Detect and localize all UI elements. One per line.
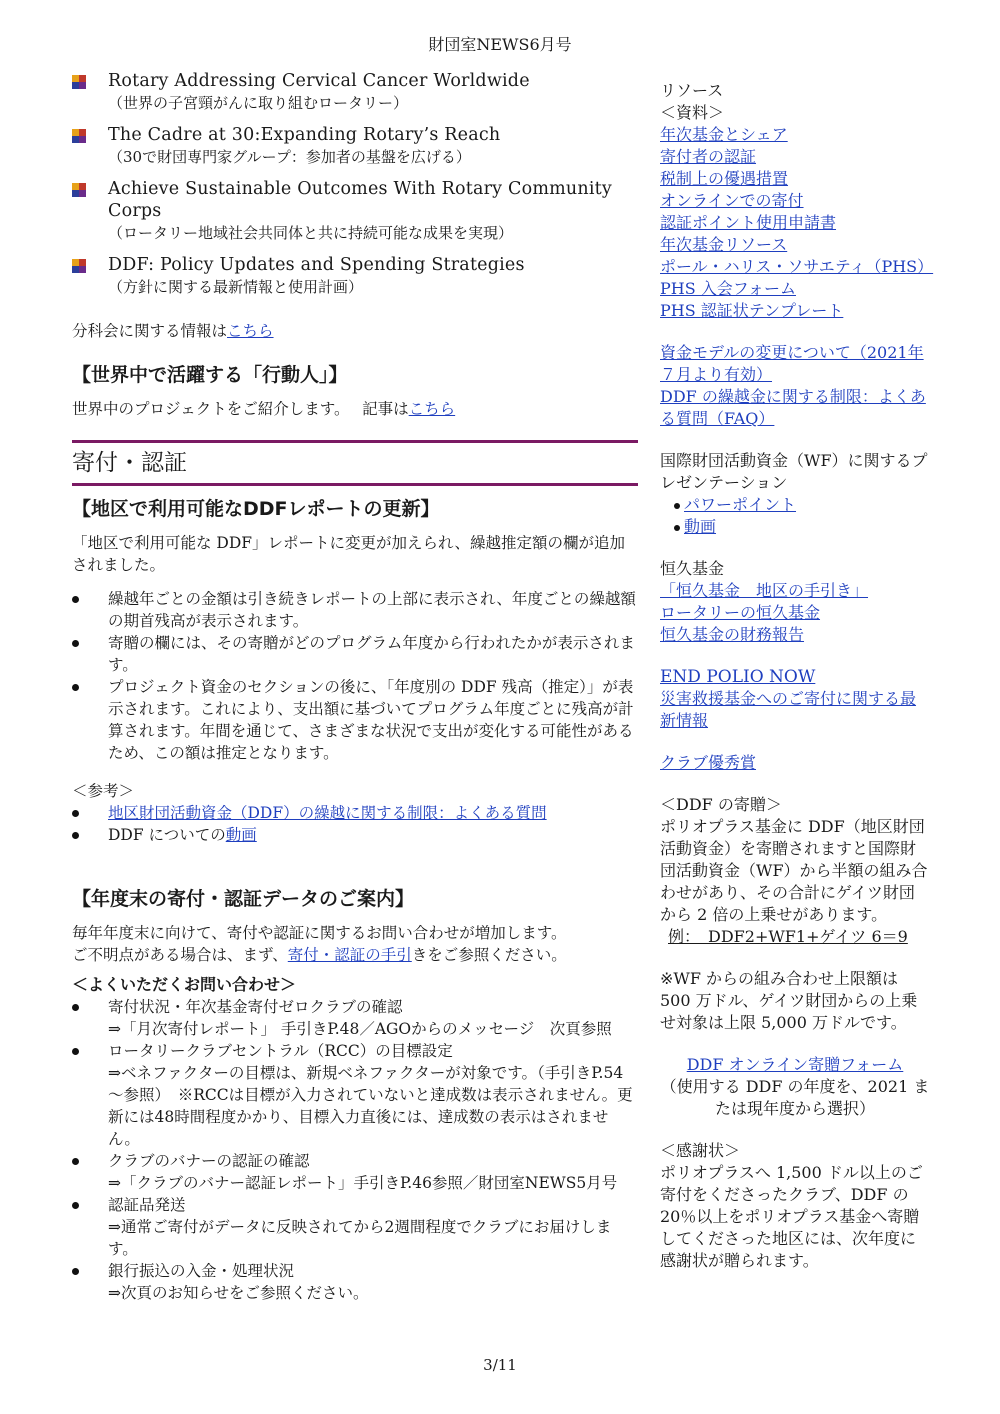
faq-item [72, 1194, 638, 1260]
online-form-note: （使用する DDF の年度を、2021 または現年度から選択） [660, 1077, 930, 1118]
ddf-video-text: DDF についての [108, 826, 226, 844]
resource-link[interactable]: PHS 認証状テンプレート [660, 301, 844, 320]
faq-title: 銀行振込の入金・処理状況 [108, 1262, 295, 1280]
club-award-link[interactable]: クラブ優秀賞 [660, 753, 757, 772]
resource-link[interactable]: 年次基金リソース [660, 235, 788, 254]
ddf-report-bullets [72, 588, 638, 764]
faq-item [72, 1260, 638, 1304]
list-item [674, 516, 930, 538]
faq-title: 認証品発送 [108, 1196, 186, 1214]
online-form-block [660, 1054, 930, 1120]
list-item: プロジェクト資金のセクションの後に、「年度別の DDF 残高（推定）」が表示されます。これにより、支出額に基づいてプログラム年度ごとに残高が計算されます。年間を通じて、さまざまな状況で支出が変化する可能性があるため、この額は推定となります。 [72, 676, 638, 764]
ddf-faq-link[interactable]: DDF の繰越金に関する制限：よくある質問（FAQ） [660, 387, 926, 428]
year-end-intro-post: きをご参照ください。 [411, 946, 567, 964]
session-item [72, 178, 638, 244]
breakout-info [72, 320, 638, 342]
reference-label: ＜参考＞ [72, 782, 135, 800]
reference-list [72, 802, 638, 846]
breakout-link[interactable]: こちら [227, 322, 274, 340]
faq-item [72, 1150, 638, 1194]
year-end-intro-pre: ご不明点がある場合は、まず、 [72, 946, 288, 964]
page-header: 財団室NEWS6月号 [428, 35, 572, 54]
ddf-gift-text: ポリオプラス基金に DDF（地区財団活動資金）を寄贈されますと国際財団活動資金（WF）から半額の組み合わせがあり、その合計にゲイツ財団から 2 倍の上乗せがあります。 [660, 817, 928, 924]
year-end-intro-1: 毎年年度末に向けて、寄付や認証に関するお問い合わせが増加します。 [72, 924, 567, 942]
resource-link[interactable]: オンラインでの寄付 [660, 191, 804, 210]
faq-item [72, 996, 638, 1040]
ddf-gift-example: 例： DDF2+WF1+ゲイツ 6＝9 [668, 927, 908, 946]
session-title-en: The Cadre at 30:Expanding Rotary’s Reach [108, 125, 501, 145]
flag-bullet-icon [72, 129, 86, 143]
list-item: 寄贈の欄には、その寄贈がどのプログラム年度から行われたかが表示されます。 [72, 632, 638, 676]
thanks-text: ポリオプラスへ 1,500 ドル以上のご寄付をくださったクラブ、DDF の20％以上をポリオプラス基金へ寄贈してくださった地区には、次年度に感謝状が贈られます。 [660, 1163, 923, 1270]
wf-text: 国際財団活動資金（WF）に関するプレゼンテーション [660, 451, 928, 492]
faq-detail: ⇒「クラブのバナー認証レポート」手引きP.46参照／財団室NEWS5月号 [108, 1174, 618, 1192]
flag-bullet-icon [72, 75, 86, 89]
resource-link[interactable]: 年次基金とシェア [660, 125, 788, 144]
list-item [72, 802, 638, 824]
endowment-link[interactable]: ロータリーの恒久基金 [660, 603, 821, 622]
flag-bullet-icon [72, 183, 86, 197]
resource-link[interactable]: 認証ポイント使用申請書 [660, 213, 837, 232]
session-title-ja: （ロータリー地域社会共同体と共に持続可能な成果を実現） [108, 224, 514, 242]
sidebar [660, 80, 934, 1292]
polio-block [660, 666, 930, 732]
ddf-video-link[interactable]: 動画 [225, 826, 257, 844]
session-title-en: Achieve Sustainable Outcomes With Rotary Community Corps [108, 179, 612, 221]
session-title-en: DDF: Policy Updates and Spending Strategies [108, 255, 525, 275]
resource-link[interactable]: 寄付者の認証 [660, 147, 757, 166]
resource-link[interactable]: 税制上の優遇措置 [660, 169, 789, 188]
breakout-text: 分科会に関する情報は [72, 322, 228, 340]
session-title-en: Rotary Addressing Cervical Cancer Worldwide [108, 71, 530, 91]
ddf-gift-label: ＜DDF の寄贈＞ [660, 795, 782, 814]
ddf-report-intro: 「地区で利用可能な DDF」レポートに変更が加えられ、繰越推定額の欄が追加されました。 [72, 534, 625, 574]
session-item [72, 70, 638, 114]
session-list [72, 70, 638, 298]
section-title: 寄付・認証 [72, 440, 638, 486]
faq-list [72, 996, 638, 1304]
main-column [72, 70, 638, 1304]
faq-detail: ⇒通常ご寄付がデータに反映されてから2週間程度でクラブにお届けします。 [108, 1218, 612, 1258]
actors-link[interactable]: こちら [408, 400, 456, 418]
funding-model-link[interactable]: 資金モデルの変更について（2021年７月より有効） [660, 343, 924, 384]
list-item [674, 494, 930, 516]
list-item: 繰越年ごとの金額は引き続きレポートの上部に表示され、年度ごとの繰越額の期首残高が表示されます。 [72, 588, 638, 632]
faq-detail: ⇒ベネファクターの目標は、新規ベネファクターが対象です。（手引きP.54～参照） ※RCCは目標が入力されていないと達成数は表示されません。更新には48時間程度かかり、目標入力直後には、達成数の表示はされません。 [108, 1064, 633, 1148]
faq-detail: ⇒「月次寄付レポート」 手引きP.48／AGOからのメッセージ 次頁参照 [108, 1020, 612, 1038]
materials-label: ＜資料＞ [660, 103, 725, 122]
year-end-heading: 【年度末の寄付・認証データのご案内】 [72, 888, 415, 910]
ddf-online-form-link[interactable]: DDF オンライン寄贈フォーム [686, 1055, 904, 1074]
resources-block [660, 80, 934, 322]
ddf-gift-block [660, 794, 930, 948]
faq-title: 寄付状況・年次基金寄付ゼロクラブの確認 [108, 998, 403, 1016]
session-item [72, 254, 638, 298]
wf-block [660, 450, 930, 538]
actors-intro [72, 398, 638, 420]
ddf-gift-note: ※WF からの組み合わせ上限額は 500 万ドル、ゲイツ財団からの上乗せ対象は上限 5,000 万ドルです。 [660, 969, 918, 1032]
club-award-block [660, 752, 930, 774]
faq-title: クラブのバナーの認証の確認 [108, 1152, 310, 1170]
funding-model-block [660, 342, 930, 430]
page-number: 3/11 [483, 1356, 517, 1374]
powerpoint-link[interactable]: パワーポイント [684, 495, 797, 514]
endowment-label: 恒久基金 [660, 559, 725, 578]
session-item [72, 124, 638, 168]
wf-links [660, 494, 930, 538]
ddf-report-heading: 【地区で利用可能なDDFレポートの更新】 [72, 498, 440, 520]
faq-item [72, 1040, 638, 1150]
session-title-ja: （方針に関する最新情報と使用計画） [108, 278, 364, 296]
disaster-fund-link[interactable]: 災害救援基金へのご寄付に関する最新情報 [660, 689, 917, 730]
endowment-block [660, 558, 930, 646]
faq-title: ロータリークラブセントラル（RCC）の目標設定 [108, 1042, 453, 1060]
actors-heading: 【世界中で活躍する「行動人」】 [72, 364, 348, 386]
session-title-ja: （30で財団専門家グループ：参加者の基盤を広げる） [108, 148, 471, 166]
year-end-intro-2 [72, 944, 638, 966]
thanks-block [660, 1140, 930, 1272]
list-item [72, 824, 638, 846]
flag-bullet-icon [72, 259, 86, 273]
actors-text: 世界中のプロジェクトをご紹介します。 記事は [72, 400, 409, 418]
thanks-label: ＜感謝状＞ [660, 1141, 741, 1160]
endowment-link[interactable]: 「恒久基金 地区の手引き」 [660, 581, 869, 600]
resource-link[interactable]: PHS 入会フォーム [660, 279, 796, 298]
donation-guide-link[interactable]: 寄付・認証の手引 [287, 946, 412, 964]
resource-link[interactable]: ポール・ハリス・ソサエティ（PHS） [660, 257, 934, 276]
session-title-ja: （世界の子宮頸がんに取り組むロータリー） [108, 94, 409, 112]
ddf-carryover-faq-link[interactable]: 地区財団活動資金（DDF）の繰越に関する制限：よくある質問 [108, 804, 547, 822]
end-polio-now-link[interactable]: END POLIO NOW [660, 667, 816, 687]
faq-heading: ＜よくいただくお問い合わせ＞ [72, 975, 297, 994]
resources-label: リソース [660, 81, 724, 100]
endowment-link[interactable]: 恒久基金の財務報告 [660, 625, 805, 644]
video-link[interactable]: 動画 [684, 517, 717, 536]
faq-detail: ⇒次頁のお知らせをご参照ください。 [108, 1284, 369, 1302]
